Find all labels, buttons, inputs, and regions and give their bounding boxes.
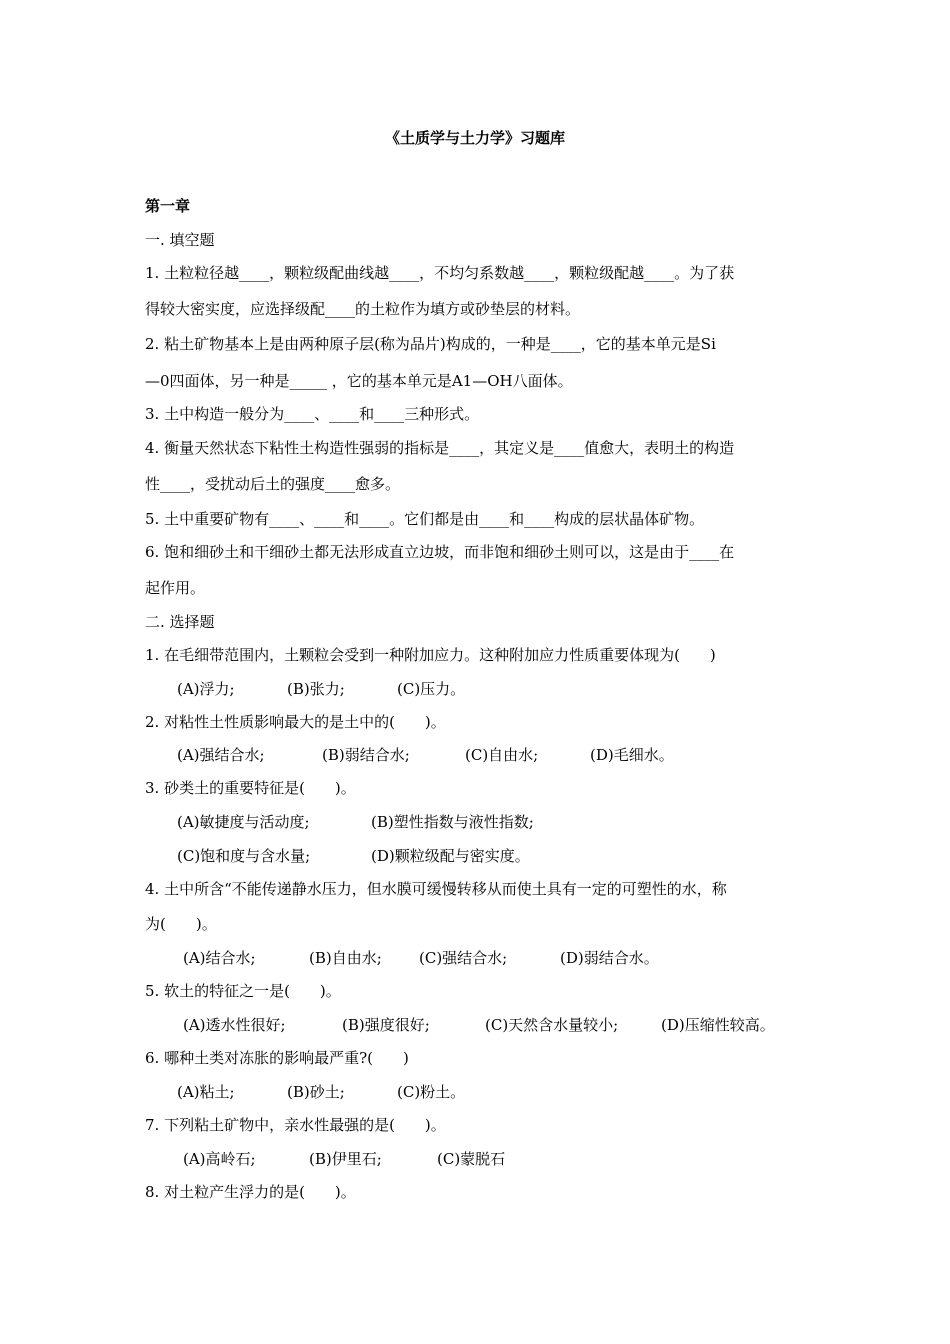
fill-q2-line1: 2. 粘土矿物基本上是由两种原子层(称为品片)构成的，一种是____，它的基本单元是Si <box>145 335 716 353</box>
choice-q3-stem: 3. 砂类土的重要特征是( )。 <box>145 779 356 797</box>
choice-q6-option-a: (A)粘土; <box>177 1083 235 1101</box>
choice-q4-stem-line2: 为( )。 <box>145 915 217 933</box>
choice-q6-stem: 6. 哪种土类对冻胀的影响最严重?( ) <box>145 1049 409 1067</box>
choice-q5-option-d: (D)压缩性较高。 <box>661 1016 775 1034</box>
fill-q1-line2: 得较大密实度，应选择级配____的土粒作为填方或砂垫层的材料。 <box>145 300 581 318</box>
choice-q7-option-a: (A)高岭石; <box>183 1150 256 1168</box>
fill-q6-line1: 6. 饱和细砂土和干细砂土都无法形成直立边坡，而非饱和细砂土则可以，这是由于____在 <box>145 543 735 561</box>
choice-q4-stem-line1: 4. 土中所含“不能传递静水压力，但水膜可缓慢转移从而使土具有一定的可塑性的水，称 <box>145 880 727 898</box>
choice-q4-option-b: (B)自由水; <box>309 949 382 967</box>
fill-q5-line1: 5. 土中重要矿物有____、____和____。它们都是由____和____构成的层状晶体矿物。 <box>145 510 705 528</box>
choice-q7-stem: 7. 下列粘土矿物中，亲水性最强的是( )。 <box>145 1116 446 1134</box>
fill-q4-line1: 4. 衡量天然状态下粘性土构造性强弱的指标是____，其定义是____值愈大，表明土的构造 <box>145 439 735 457</box>
choice-q3-option-d: (D)颗粒级配与密实度。 <box>371 847 530 865</box>
choice-q1-option-a: (A)浮力; <box>177 680 235 698</box>
choice-q2-option-d: (D)毛细水。 <box>590 746 674 764</box>
choice-q4-option-a: (A)结合水; <box>183 949 256 967</box>
choice-q5-stem: 5. 软土的特征之一是( )。 <box>145 982 341 1000</box>
choice-q7-option-b: (B)伊里石; <box>309 1150 382 1168</box>
choice-q3-option-b: (B)塑性指数与液性指数; <box>371 813 534 831</box>
page-title: 《土质学与土力学》习题库 <box>384 129 565 147</box>
choice-q2-option-a: (A)强结合水; <box>177 746 265 764</box>
fill-q1-line1: 1. 土粒粒径越____，颗粒级配曲线越____，不均匀系数越____，颗粒级配越____。为了获 <box>145 264 735 282</box>
choice-q2-option-c: (C)自由水; <box>465 746 539 764</box>
section-heading-choice: 二. 选择题 <box>145 613 215 631</box>
choice-q7-option-c: (C)蒙脱石 <box>437 1150 506 1168</box>
choice-q6-option-c: (C)粉土。 <box>397 1083 466 1101</box>
choice-q2-stem: 2. 对粘性土性质影响最大的是土中的( )。 <box>145 713 446 731</box>
choice-q5-option-a: (A)透水性很好; <box>183 1016 286 1034</box>
choice-q1-option-c: (C)压力。 <box>397 680 466 698</box>
fill-q3-line1: 3. 土中构造一般分为____、____和____三种形式。 <box>145 405 480 423</box>
choice-q4-option-c: (C)强结合水; <box>419 949 508 967</box>
choice-q4-option-d: (D)弱结合水。 <box>560 949 659 967</box>
choice-q3-option-c: (C)饱和度与含水量; <box>177 847 311 865</box>
fill-q6-line2: 起作用。 <box>145 579 206 597</box>
fill-q2-line2: —0四面体，另一种是_____ ，它的基本单元是A1—OH八面体。 <box>145 372 573 390</box>
fill-q4-line2: 性____，受扰动后土的强度____愈多。 <box>145 475 401 493</box>
choice-q3-option-a: (A)敏捷度与活动度; <box>177 813 310 831</box>
chapter-heading: 第一章 <box>145 197 191 215</box>
section-heading-fill-blank: 一. 填空题 <box>145 231 215 249</box>
choice-q2-option-b: (B)弱结合水; <box>322 746 410 764</box>
choice-q5-option-c: (C)天然含水量较小; <box>485 1016 619 1034</box>
choice-q8-stem: 8. 对土粒产生浮力的是( )。 <box>145 1183 356 1201</box>
choice-q1-stem: 1. 在毛细带范围内，土颗粒会受到一种附加应力。这种附加应力性质重要体现为( ) <box>145 646 716 664</box>
choice-q6-option-b: (B)砂土; <box>287 1083 345 1101</box>
choice-q5-option-b: (B)强度很好; <box>342 1016 430 1034</box>
choice-q1-option-b: (B)张力; <box>287 680 345 698</box>
